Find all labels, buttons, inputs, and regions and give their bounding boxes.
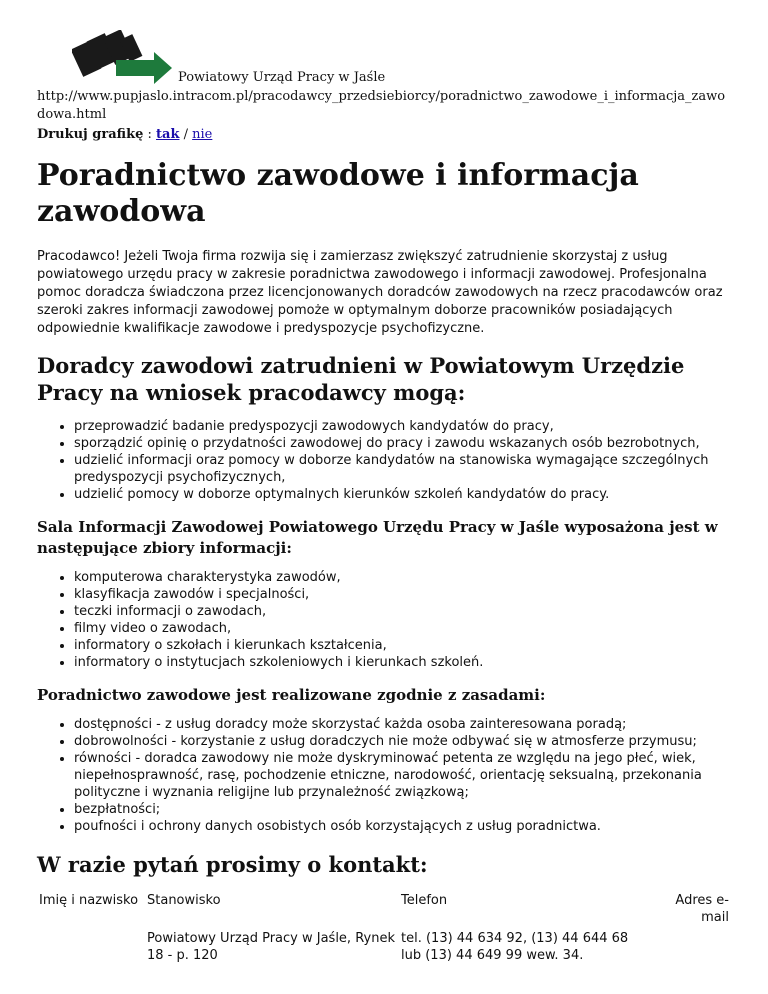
- list-item: • informatory o instytucjach szkoleniowych i kierunkach szkoleń.: [74, 654, 731, 671]
- list-item: • dobrowolności - korzystanie z usług doradczych nie może odbywać się w atmosferze przymusu;: [74, 733, 731, 750]
- contact-heading: W razie pytań prosimy o kontakt:: [37, 852, 428, 877]
- contact-phone: tel. (13) 44 634 92, (13) 44 644 68 lub (13) 44 649 99 wew. 34.: [401, 931, 629, 963]
- list-item: • przeprowadzić badanie predyspozycji zawodowych kandydatów do pracy,: [74, 418, 731, 435]
- contact-table: [37, 890, 731, 966]
- section1-heading: Doradcy zawodowi zatrudnieni w Powiatowym Urzędzie Pracy na wniosek pracodawcy mogą:: [37, 353, 685, 405]
- contact-position: Powiatowy Urząd Pracy w Jaśle, Rynek 18 - p. 120: [147, 931, 395, 963]
- list-item: • teczki informacji o zawodach,: [74, 603, 731, 620]
- section1-list: [37, 418, 731, 503]
- section2-heading: Sala Informacji Zawodowej Powiatowego Urzędu Pracy w Jaśle wyposażona jest w następujące zbiory informacji:: [37, 518, 718, 557]
- column-header-phone: Telefon: [401, 893, 448, 908]
- list-item: • udzielić informacji oraz pomocy w doborze kandydatów na stanowiska wymagające szczególnych predyspozycji psychofizycznych,: [74, 452, 731, 486]
- section3-list: [37, 716, 731, 835]
- list-item: • równości - doradca zawodowy nie może dyskryminować petenta ze względu na jego płeć, wiek, niepełnosprawność, rasę, pochodzenie etniczne, narodowość, orientację seksualną, przekonania polityczne i wyznania religijne lub przynależność związkową;: [74, 750, 731, 801]
- print-slash: /: [179, 127, 193, 142]
- page-url: http://www.pupjaslo.intracom.pl/pracodawcy_przedsiebiorcy/poradnictwo_zawodowe_i_informacja_zawodowa.html: [37, 89, 726, 122]
- column-header-email: Adres e-mail: [675, 893, 729, 925]
- intro-paragraph: Pracodawco! Jeżeli Twoja firma rozwija się i zamierzasz zwiększyć zatrudnienie skorzystaj z usług powiatowego urzędu pracy w zakresie poradnictwa zawodowego i informacji zawodowej. Profesjonalna pomoc doradcza świadczona przez licencjonowanych doradców zawodowych na rzecz pracodawców oraz szeroki zakres informacji zawodowej pomoże w optymalnym doborze pracowników posiadających odpowiednie kwalifikacje zawodowe i predyspozycje psychofizyczne.: [37, 249, 723, 336]
- table-header-row: [37, 890, 731, 928]
- list-item: • poufności i ochrony danych osobistych osób korzystających z usług poradnictwa.: [74, 818, 731, 835]
- section3-heading: Poradnictwo zawodowe jest realizowane zgodnie z zasadami:: [37, 686, 546, 704]
- list-item: • klasyfikacja zawodów i specjalności,: [74, 586, 731, 603]
- list-item: • sporządzić opinię o przydatności zawodowej do pracy i zawodu wskazanych osób bezrobotnych,: [74, 435, 731, 452]
- list-item: • bezpłatności;: [74, 801, 731, 818]
- list-item: • filmy video o zawodach,: [74, 620, 731, 637]
- column-header-name: Imię i nazwisko: [39, 893, 139, 908]
- list-item: • komputerowa charakterystyka zawodów,: [74, 569, 731, 586]
- section2-list: [37, 569, 731, 671]
- site-name: Powiatowy Urząd Pracy w Jaśle: [178, 70, 386, 85]
- contact-email: [648, 928, 731, 966]
- print-graphics-option: [37, 126, 731, 144]
- print-no-link[interactable]: nie: [192, 127, 213, 142]
- column-header-position: Stanowisko: [147, 893, 221, 908]
- contact-name: [37, 928, 145, 966]
- logo-icon: [72, 30, 176, 84]
- page-title: Poradnictwo zawodowe i informacja zawodowa: [37, 158, 639, 229]
- list-item: • informatory o szkołach i kierunkach kształcenia,: [74, 637, 731, 654]
- table-row: [37, 928, 731, 966]
- list-item: • udzielić pomocy w doborze optymalnych kierunków szkoleń kandydatów do pracy.: [74, 486, 731, 503]
- print-yes-label: tak: [156, 127, 180, 142]
- print-yes-link[interactable]: [156, 127, 179, 142]
- print-separator: :: [143, 127, 157, 142]
- header: [37, 0, 731, 88]
- print-label: Drukuj grafikę: [37, 127, 144, 142]
- list-item: • dostępności - z usług doradcy może skorzystać każda osoba zainteresowana poradą;: [74, 716, 731, 733]
